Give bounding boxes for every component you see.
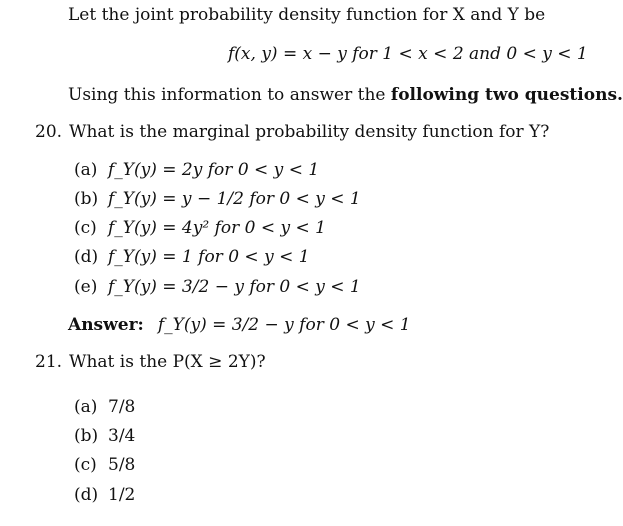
option-text: f_Y(y) = 2y for 0 < y < 1 <box>108 160 320 180</box>
option-label: (c) <box>74 455 97 475</box>
q20-answer <box>68 314 411 336</box>
question-20 <box>35 121 549 143</box>
question-text: What is the marginal probability density function for Y? <box>69 122 550 142</box>
option-label: (d) <box>74 485 99 505</box>
q20-option-b <box>74 188 361 210</box>
q20-option-e <box>74 276 361 298</box>
option-label: (d) <box>74 247 99 267</box>
option-text: 5/8 <box>108 455 136 475</box>
answer-label: Answer: <box>68 315 144 335</box>
question-number: 20. <box>35 122 63 142</box>
option-label: (b) <box>74 189 99 209</box>
q20-option-c <box>74 217 326 239</box>
q20-option-d <box>74 246 310 268</box>
intro-text: Let the joint probability density function for X and Y be <box>68 5 546 25</box>
option-label: (a) <box>74 160 98 180</box>
q21-option-d <box>74 484 135 506</box>
option-text: f_Y(y) = 4y² for 0 < y < 1 <box>108 218 326 238</box>
instruction-text <box>68 84 623 106</box>
q21-option-a <box>74 396 135 418</box>
joint-density-formula: f(x, y) = x − y for 1 < x < 2 and 0 < y < 1 <box>228 44 588 64</box>
option-text: f_Y(y) = 1 for 0 < y < 1 <box>108 247 310 267</box>
instruction-prefix: Using this information to answer the <box>68 85 391 105</box>
answer-text: f_Y(y) = 3/2 − y for 0 < y < 1 <box>157 315 411 335</box>
option-label: (a) <box>74 397 98 417</box>
option-label: (b) <box>74 426 99 446</box>
q21-option-c <box>74 454 135 476</box>
option-text: 3/4 <box>108 426 136 446</box>
option-text: 1/2 <box>108 485 136 505</box>
q21-option-b <box>74 425 135 447</box>
q20-option-a <box>74 159 319 181</box>
option-text: f_Y(y) = 3/2 − y for 0 < y < 1 <box>108 277 361 297</box>
instruction-bold: following two questions. <box>390 85 623 105</box>
question-21 <box>35 351 266 373</box>
question-number: 21. <box>35 352 63 372</box>
question-text: What is the P(X ≥ 2Y)? <box>69 352 266 372</box>
option-text: f_Y(y) = y − 1/2 for 0 < y < 1 <box>108 189 361 209</box>
option-text: 7/8 <box>108 397 136 417</box>
option-label: (c) <box>74 218 97 238</box>
option-label: (e) <box>74 277 98 297</box>
